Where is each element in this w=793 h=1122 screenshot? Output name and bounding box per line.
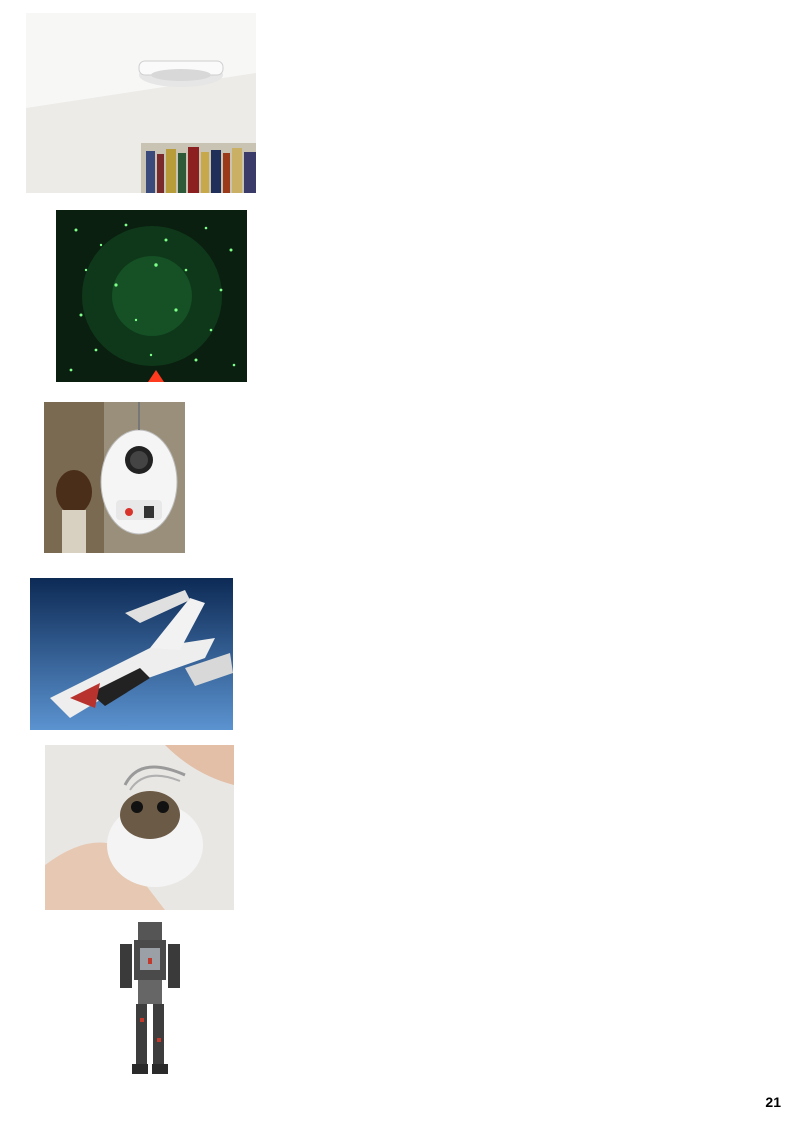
- frog-photo: [45, 745, 234, 910]
- smoke-alarm-photo: [26, 13, 256, 193]
- atlas-robot-photo: [110, 918, 190, 1090]
- spaceship-photo: [30, 578, 233, 730]
- atomic-clock-photo: [56, 210, 247, 382]
- gravity-light-photo: [44, 402, 185, 553]
- page-number: 21: [765, 1094, 781, 1110]
